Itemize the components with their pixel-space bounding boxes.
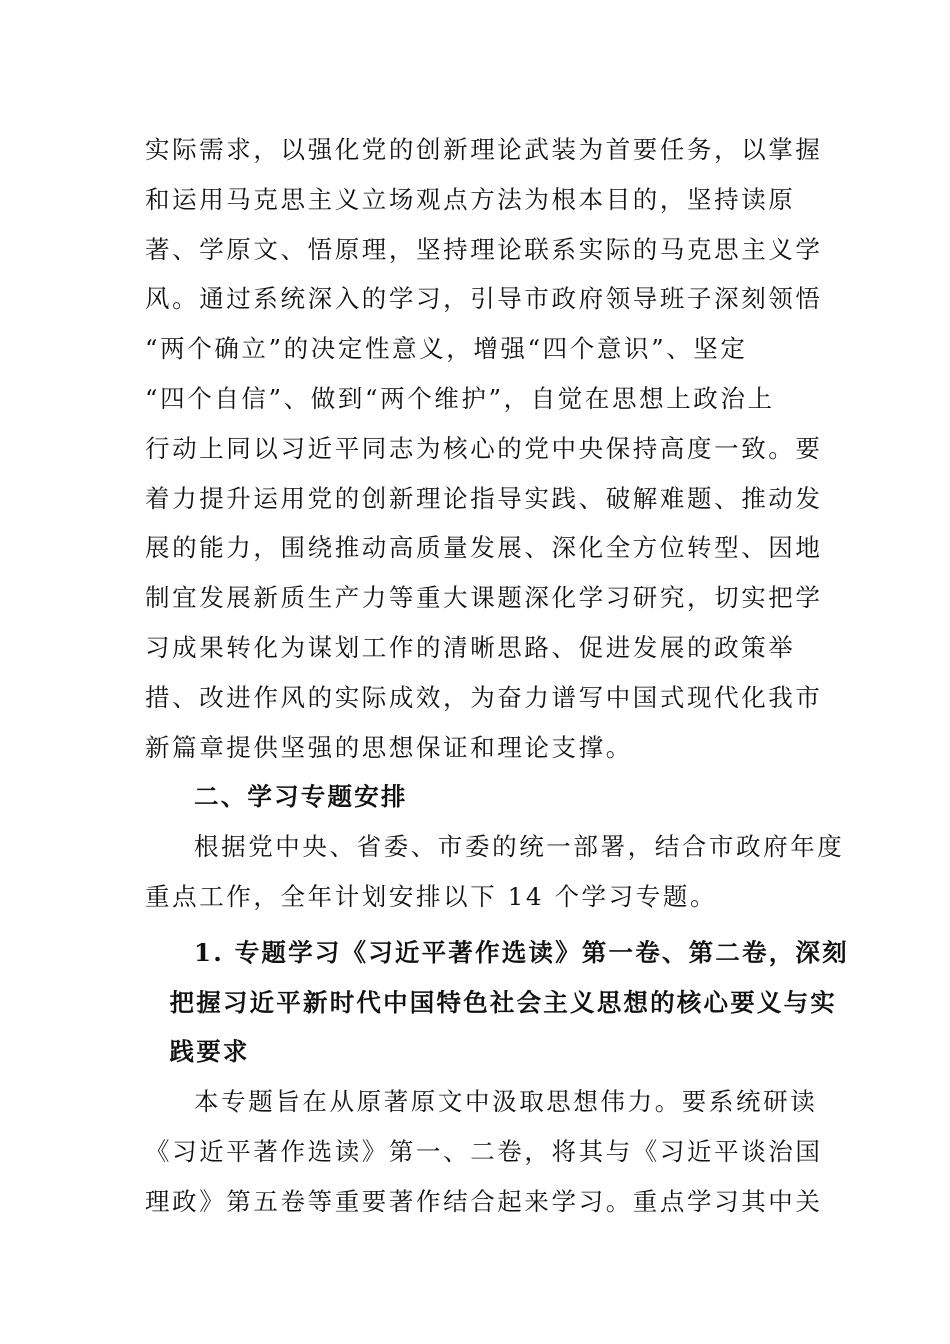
text-line: 《习近平著作选读》第一、二卷，将其与《习近平谈治国 bbox=[145, 1136, 823, 1166]
text-line: “两个确立”的决定性意义，增强“四个意识”、坚定 bbox=[145, 334, 748, 364]
text-line: 制宜发展新质生产力等重大课题深化学习研究，切实把学 bbox=[145, 583, 823, 613]
text-line: 习成果转化为谋划工作的清晰思路、促进发展的政策举 bbox=[145, 632, 796, 662]
text-line: 新篇章提供坚强的思想保证和理论支撑。 bbox=[145, 732, 633, 762]
text-line: 实际需求，以强化党的创新理论武装为首要任务，以掌握 bbox=[145, 135, 823, 164]
text-line: 着力提升运用党的创新理论指导实践、破解难题、推动发 bbox=[145, 483, 823, 513]
text-line: 和运用马克思主义立场观点方法为根本目的，坚持读原 bbox=[145, 184, 796, 214]
body-paragraph bbox=[145, 125, 823, 772]
text-line: 根据党中央、省委、市委的统一部署，结合市政府年度 bbox=[194, 832, 845, 862]
text-line: 著、学原文、悟原理，坚持理论联系实际的马克思主义学 bbox=[145, 234, 823, 264]
text-line: 行动上同以习近平同志为核心的党中央保持高度一致。要 bbox=[145, 433, 823, 463]
text-line: 风。通过系统深入的学习，引导市政府领导班子深刻领悟 bbox=[145, 284, 823, 314]
text-line: 理政》第五卷等重要著作结合起来学习。重点学习其中关 bbox=[145, 1186, 823, 1216]
body-paragraph bbox=[145, 1077, 823, 1226]
text-line: 践要求 bbox=[169, 1037, 250, 1067]
section-heading: 二、学习专题安排 bbox=[194, 782, 408, 812]
text-line: 把握习近平新时代中国特色社会主义思想的核心要义与实 bbox=[169, 987, 837, 1017]
body-paragraph bbox=[145, 822, 845, 922]
topic-heading bbox=[145, 928, 849, 1077]
document-body bbox=[145, 125, 849, 1227]
text-line: 措、改进作风的实际成效，为奋力谱写中国式现代化我市 bbox=[145, 682, 823, 712]
text-line: 展的能力，围绕推动高质量发展、深化全方位转型、因地 bbox=[145, 533, 823, 563]
text-line: 1. 专题学习《习近平著作选读》第一卷、第二卷，深刻 bbox=[194, 937, 849, 967]
text-line: 重点工作，全年计划安排以下 14 个学习专题。 bbox=[145, 881, 718, 911]
text-line: “四个自信”、做到“两个维护”，自觉在思想上政治上 bbox=[145, 383, 775, 413]
text-line: 本专题旨在从原著原文中汲取思想伟力。要系统研读 bbox=[194, 1087, 818, 1117]
